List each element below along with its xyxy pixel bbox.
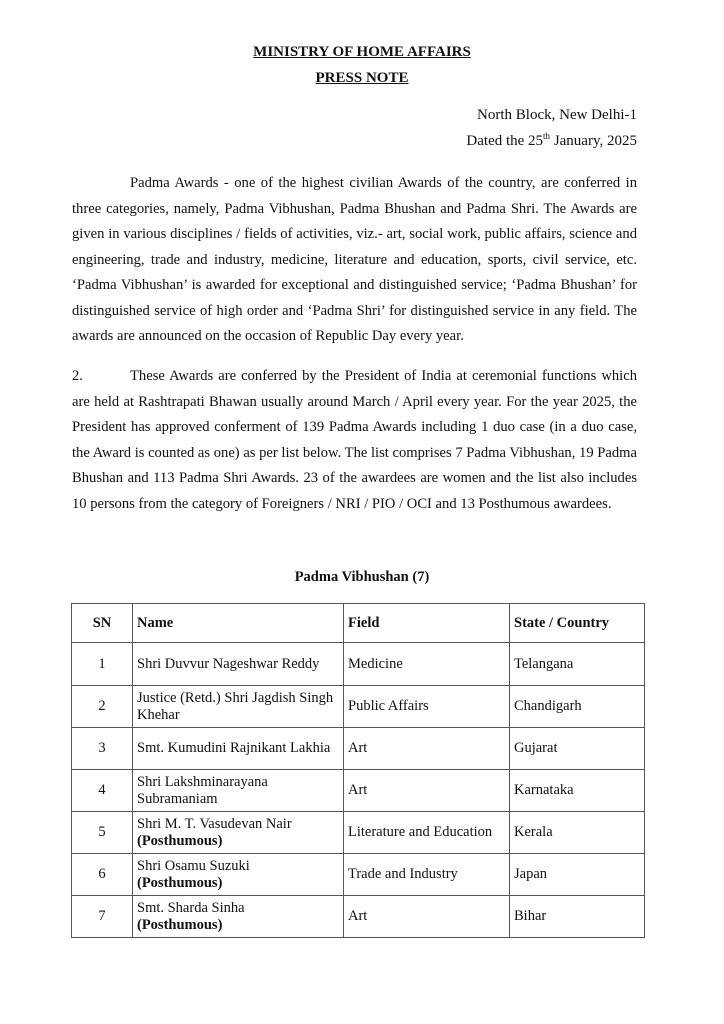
table-row xyxy=(72,686,645,728)
cell-name xyxy=(133,728,344,770)
header-sn: SN xyxy=(72,604,133,643)
awardee-name: Shri Lakshminarayana Subramaniam xyxy=(137,773,268,807)
cell-sn: 2 xyxy=(72,686,133,728)
paragraph-2 xyxy=(72,364,637,517)
paragraph-1: Padma Awards - one of the highest civilian Awards of the country, are conferred in three categories, namely, Padma Vibhushan, Padma Bhushan and Padma Shri. The Awards are given in various disciplines / fields of activities, viz.- art, social work, public affairs, science and engineering, trade and industry, medicine, literature and education, sports, civil service, etc. ‘Padma Vibhushan’ is awarded for exceptional and distinguished service; ‘Padma Bhushan’ for distinguished service of high order and ‘Padma Shri’ for distinguished service in any field. The awards are announced on the occasion of Republic Day every year. xyxy=(72,175,637,344)
ministry-heading: MINISTRY OF HOME AFFAIRS xyxy=(253,44,471,60)
date-line xyxy=(466,133,637,150)
awardee-name: Shri M. T. Vasudevan Nair xyxy=(137,815,292,832)
cell-name xyxy=(133,686,344,728)
cell-state: Chandigarh xyxy=(510,686,645,728)
cell-field: Art xyxy=(344,896,510,938)
date-superscript: th xyxy=(543,131,551,141)
cell-state: Gujarat xyxy=(510,728,645,770)
date-suffix: January, 2025 xyxy=(550,133,637,149)
table-row xyxy=(72,812,645,854)
cell-sn: 6 xyxy=(72,854,133,896)
table-body xyxy=(72,643,645,938)
cell-name xyxy=(133,643,344,686)
table-row xyxy=(72,854,645,896)
table-header-row xyxy=(72,604,645,643)
header-state: State / Country xyxy=(510,604,645,643)
cell-field: Art xyxy=(344,770,510,812)
cell-name xyxy=(133,854,344,896)
cell-state: Telangana xyxy=(510,643,645,686)
date-prefix: Dated the 25 xyxy=(466,133,544,149)
cell-state: Japan xyxy=(510,854,645,896)
table-row xyxy=(72,770,645,812)
cell-state: Karnataka xyxy=(510,770,645,812)
posthumous-label: (Posthumous) xyxy=(137,874,223,891)
awardee-name: Justice (Retd.) Shri Jagdish Singh Khehar xyxy=(137,689,334,723)
cell-state: Bihar xyxy=(510,896,645,938)
table-row xyxy=(72,728,645,770)
cell-sn: 5 xyxy=(72,812,133,854)
header-name: Name xyxy=(133,604,344,643)
cell-name xyxy=(133,896,344,938)
cell-sn: 7 xyxy=(72,896,133,938)
cell-state: Kerala xyxy=(510,812,645,854)
cell-field: Medicine xyxy=(344,643,510,686)
cell-field: Art xyxy=(344,728,510,770)
awardee-name: Shri Osamu Suzuki xyxy=(137,857,250,874)
cell-name xyxy=(133,770,344,812)
table-title: Padma Vibhushan (7) xyxy=(294,569,430,585)
paragraph-2-number: 2. xyxy=(72,368,83,384)
cell-sn: 4 xyxy=(72,770,133,812)
press-note-heading: PRESS NOTE xyxy=(315,70,409,86)
awardee-name: Shri Duvvur Nageshwar Reddy xyxy=(137,655,320,672)
table-row xyxy=(72,896,645,938)
awardee-name: Smt. Sharda Sinha xyxy=(137,899,245,916)
paragraph-2-text: These Awards are conferred by the President of India at ceremonial functions which are held at Rashtrapati Bhawan usually around March / April every year. For the year 2025, the President has approved conferment of 139 Padma Awards including 1 duo case (in a duo case, the Award is counted as one) as per list below. The list comprises 7 Padma Vibhushan, 19 Padma Bhushan and 113 Padma Shri Awards. 23 of the awardees are women and the list also includes 10 persons from the category of Foreigners / NRI / PIO / OCI and 13 Posthumous awardees. xyxy=(72,368,637,512)
cell-field: Public Affairs xyxy=(344,686,510,728)
cell-sn: 3 xyxy=(72,728,133,770)
posthumous-label: (Posthumous) xyxy=(137,916,223,933)
posthumous-label: (Posthumous) xyxy=(137,832,223,849)
table-row xyxy=(72,643,645,686)
awardees-table xyxy=(71,603,645,938)
cell-field: Literature and Education xyxy=(344,812,510,854)
cell-field: Trade and Industry xyxy=(344,854,510,896)
header-field: Field xyxy=(344,604,510,643)
address-line: North Block, New Delhi-1 xyxy=(477,107,637,123)
cell-name xyxy=(133,812,344,854)
cell-sn: 1 xyxy=(72,643,133,686)
awardee-name: Smt. Kumudini Rajnikant Lakhia xyxy=(137,740,331,756)
